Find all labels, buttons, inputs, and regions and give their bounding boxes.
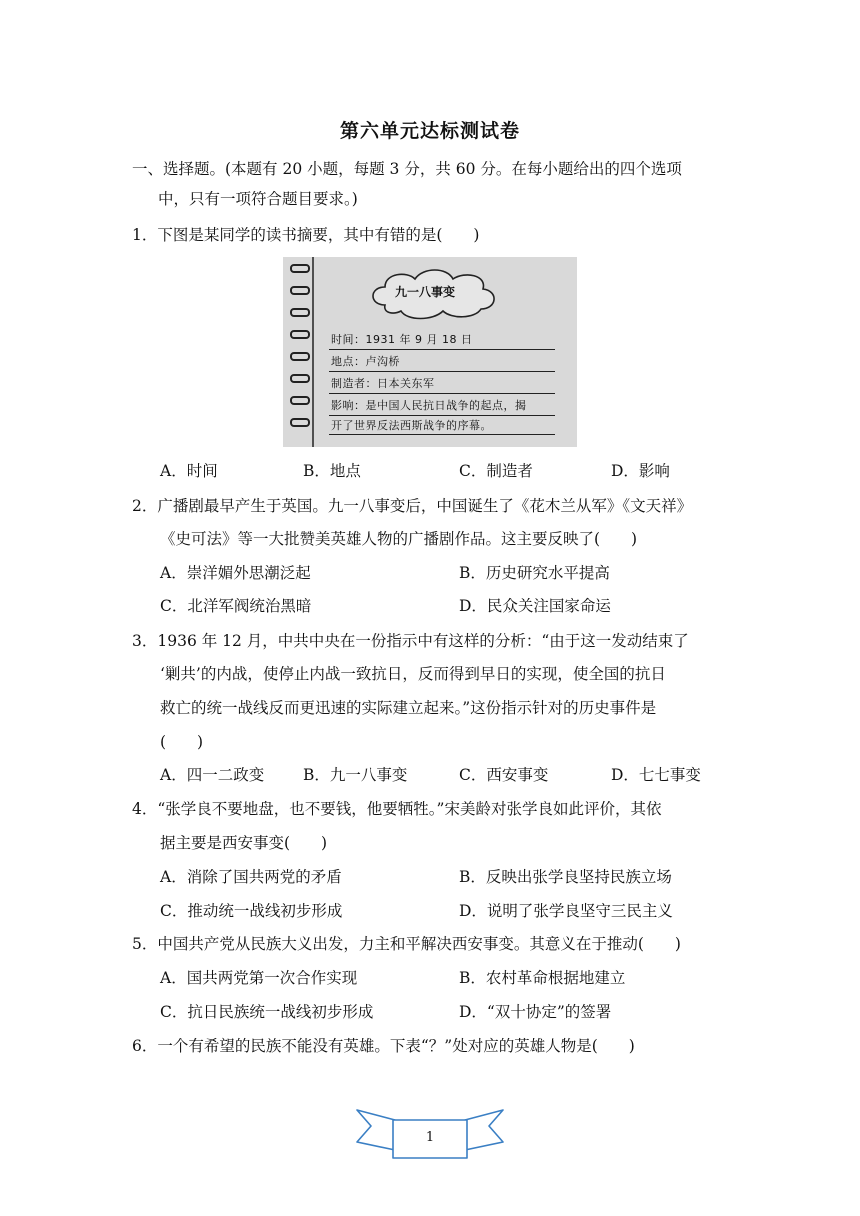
q2-option-b: B．历史研究水平提高 <box>459 564 610 582</box>
section-heading-line2: 中，只有一项符合题目要求。) <box>158 190 358 208</box>
q2-option-d: D．民众关注国家命运 <box>459 597 611 615</box>
q5-option-a: A．国共两党第一次合作实现 <box>160 969 358 987</box>
q3-option-c: C．西安事变 <box>459 766 549 784</box>
q5-option-b: B．农村革命根据地建立 <box>459 969 626 987</box>
q1-option-a: A．时间 <box>160 462 218 480</box>
q4-option-a: A．消除了国共两党的矛盾 <box>160 868 342 886</box>
q3-stem-line4: ( ) <box>160 733 204 751</box>
q2-option-a: A．崇洋媚外思潮泛起 <box>160 564 311 582</box>
figure-line-impact-1: 影响：是中国人民抗日战争的起点，揭 <box>331 399 527 412</box>
q2-stem-line2: 《史可法》等一大批赞美英雄人物的广播剧作品。这主要反映了( ) <box>160 530 638 548</box>
q3-option-d: D．七七事变 <box>611 766 701 784</box>
q2-stem-line1: 2．广播剧最早产生于英国。九一八事变后，中国诞生了《花木兰从军》《文天祥》 <box>132 497 693 515</box>
q1-option-c: C．制造者 <box>459 462 533 480</box>
figure-rule <box>329 415 555 416</box>
section-heading-line1: 一、选择题。(本题有 20 小题，每题 3 分，共 60 分。在每小题给出的四个选项 <box>132 160 682 178</box>
reading-notes-figure <box>283 257 577 447</box>
q4-stem-line2: 据主要是西安事变( ) <box>160 834 328 852</box>
q3-stem-line2: ‘剿共’的内战，使停止内战一致抗日，反而得到早日的实现，使全国的抗日 <box>160 665 666 683</box>
q1-option-b: B．地点 <box>303 462 361 480</box>
q4-option-d: D．说明了张学良坚守三民主义 <box>459 902 673 920</box>
figure-rule <box>329 393 555 394</box>
page-title: 第六单元达标测试卷 <box>339 120 520 142</box>
page-number: 1 <box>425 1130 435 1145</box>
figure-rule <box>329 371 555 372</box>
figure-line-maker: 制造者：日本关东军 <box>331 377 435 390</box>
figure-heading: 九一八事变 <box>395 285 456 299</box>
q5-option-d: D．“双十协定”的签署 <box>459 1003 612 1021</box>
notebook-spiral-icon <box>287 257 317 447</box>
q3-option-b: B．九一八事变 <box>303 766 408 784</box>
q6-stem: 6．一个有希望的民族不能没有英雄。下表“？”处对应的英雄人物是( ) <box>132 1037 635 1055</box>
q1-stem: 1．下图是某同学的读书摘要，其中有错的是( ) <box>132 226 480 244</box>
q4-option-b: B．反映出张学良坚持民族立场 <box>459 868 672 886</box>
q1-option-d: D．影响 <box>611 462 670 480</box>
q5-stem: 5．中国共产党从民族大义出发，力主和平解决西安事变。其意义在于推动( ) <box>132 935 681 953</box>
q5-option-c: C．抗日民族统一战线初步形成 <box>160 1003 374 1021</box>
q4-option-c: C．推动统一战线初步形成 <box>160 902 343 920</box>
figure-line-time: 时间：1931 年 9 月 18 日 <box>331 333 473 346</box>
q3-stem-line3: 救亡的统一战线反而更迅速的实际建立起来。”这份指示针对的历史事件是 <box>160 699 657 717</box>
q2-option-c: C．北洋军阀统治黑暗 <box>160 597 312 615</box>
figure-rule <box>329 434 555 435</box>
figure-rule <box>329 349 555 350</box>
q3-option-a: A．四一二政变 <box>160 766 265 784</box>
q3-stem-line1: 3．1936 年 12 月，中共中央在一份指示中有这样的分析：“由于这一发动结束了 <box>132 632 689 650</box>
figure-line-place: 地点：卢沟桥 <box>331 355 400 368</box>
q4-stem-line1: 4．“张学良不要地盘，也不要钱，他要牺牲。”宋美龄对张学良如此评价，其依 <box>132 800 662 818</box>
figure-line-impact-2: 开了世界反法西斯战争的序幕。 <box>331 419 492 432</box>
